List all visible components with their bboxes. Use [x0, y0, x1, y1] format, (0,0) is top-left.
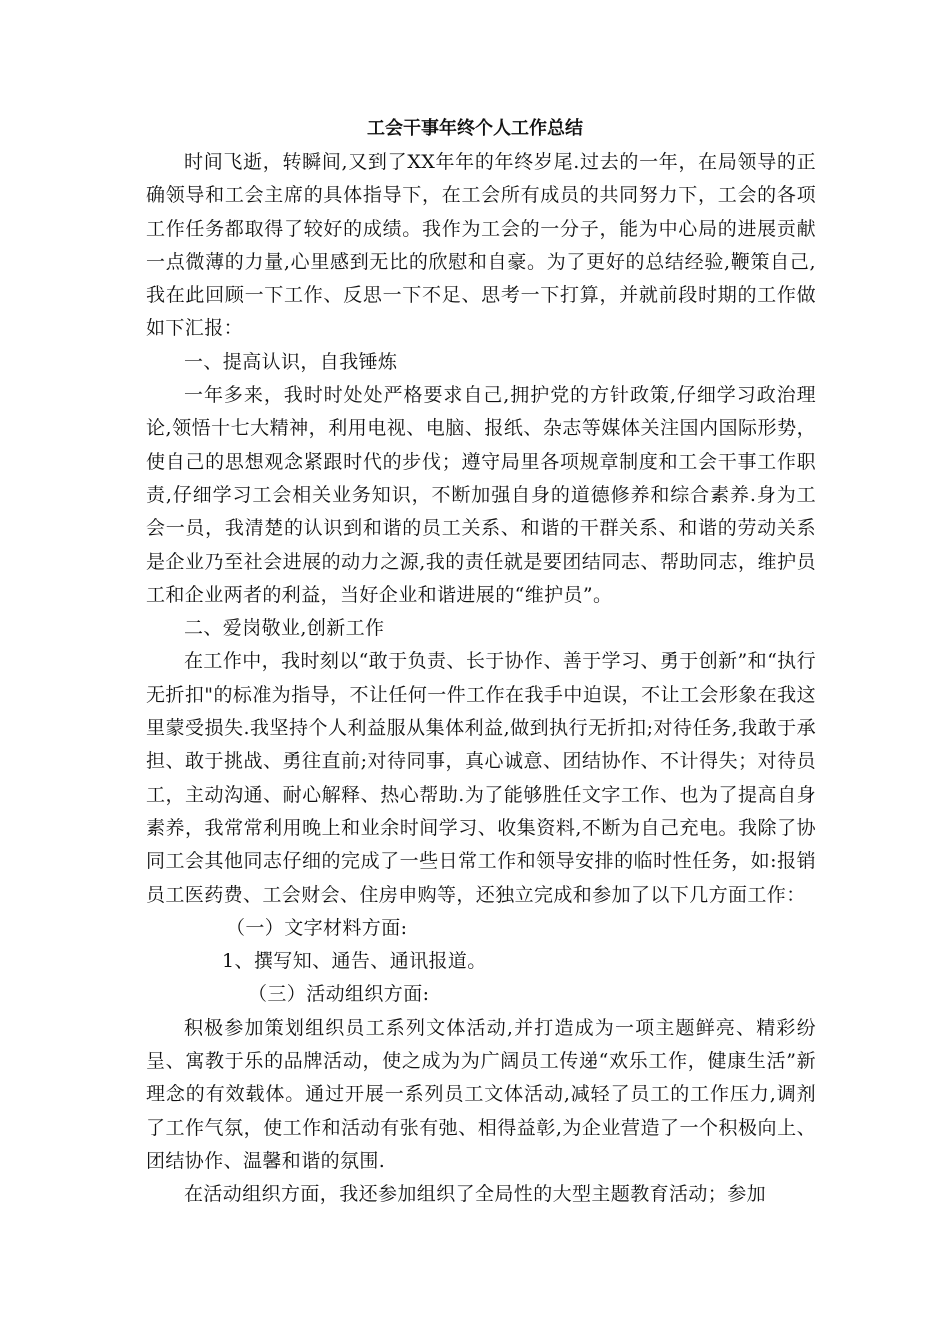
section-1-paragraph: 一年多来，我时时处处严格要求自己,拥护党的方针政策,仔细学习政治理论,领悟十七大精神，利用电视、电脑、报纸、杂志等媒体关注国内国际形势，使自己的思想观念紧跟时代的步伐；遵守局里各项规章制度和工会干事工作职责,仔细学习工会相关业务知识，不断加强自身的道德修养和综合素养.身为工会一员，我清楚的认识到和谐的员工关系、和谐的干群关系、和谐的劳动关系是企业乃至社会进展的动力之源,我的责任就是要团结同志、帮助同志，维护员工和企业两者的利益，当好企业和谐进展的“维护员”。: [146, 384, 816, 606]
intro-paragraph: 时间飞逝，转瞬间,又到了XX年年的年终岁尾.过去的一年，在局领导的正确领导和工会主席的具体指导下，在工会所有成员的共同努力下，工会的各项工作任务都取得了较好的成绩。我作为工会的一分子，能为中心局的进展贡献一点微薄的力量,心里感到无比的欣慰和自豪。为了更好的总结经验,鞭策自己,我在此回顾一下工作、反思一下不足、思考一下打算，并就前段时期的工作做如下汇报：: [146, 151, 816, 340]
section-heading-2: 二、爱岗敬业,创新工作: [184, 617, 385, 640]
document-body: [146, 146, 816, 1212]
list-item-writing: 1、撰写知、通告、通讯报道。: [222, 950, 487, 973]
activities-paragraph-2: 在活动组织方面，我还参加组织了全局性的大型主题教育活动；参加: [184, 1183, 767, 1206]
subsection-heading-activities: （三）活动组织方面:: [248, 983, 430, 1006]
document-title: 工会干事年终个人工作总结: [367, 118, 583, 139]
activities-paragraph: 积极参加策划组织员工系列文体活动,并打造成为一项主题鲜亮、精彩纷呈、寓教于乐的品牌活动，使之成为为广阔员工传递“欢乐工作，健康生活”新理念的有效载体。通过开展一系列员工文体活动,减轻了员工的工作压力,调剂了工作气氛，使工作和活动有张有弛、相得益彰,为企业营造了一个积极向上、团结协作、温馨和谐的氛围.: [146, 1016, 816, 1172]
section-2-paragraph: 在工作中，我时刻以“敢于负责、长于协作、善于学习、勇于创新”和“执行无折扣"的标准为指导，不让任何一件工作在我手中迫误，不让工会形象在我这里蒙受损失.我坚持个人利益服从集体利益,做到执行无折扣;对待任务,我敢于承担、敢于挑战、勇往直前;对待同事，真心诚意、团结协作、不计得失；对待员工，主动沟通、耐心解释、热心帮助.为了能够胜任文字工作、也为了提高自身素养，我常常利用晚上和业余时间学习、收集资料,不断为自己充电。我除了协同工会其他同志仔细的完成了一些日常工作和领导安排的临时性任务，如:报销员工医药费、工会财会、住房申购等，还独立完成和参加了以下几方面工作：: [146, 650, 816, 906]
subsection-heading-text-materials: （一）文字材料方面:: [226, 916, 408, 939]
section-heading-1: 一、提高认识，自我锤炼: [184, 350, 398, 373]
